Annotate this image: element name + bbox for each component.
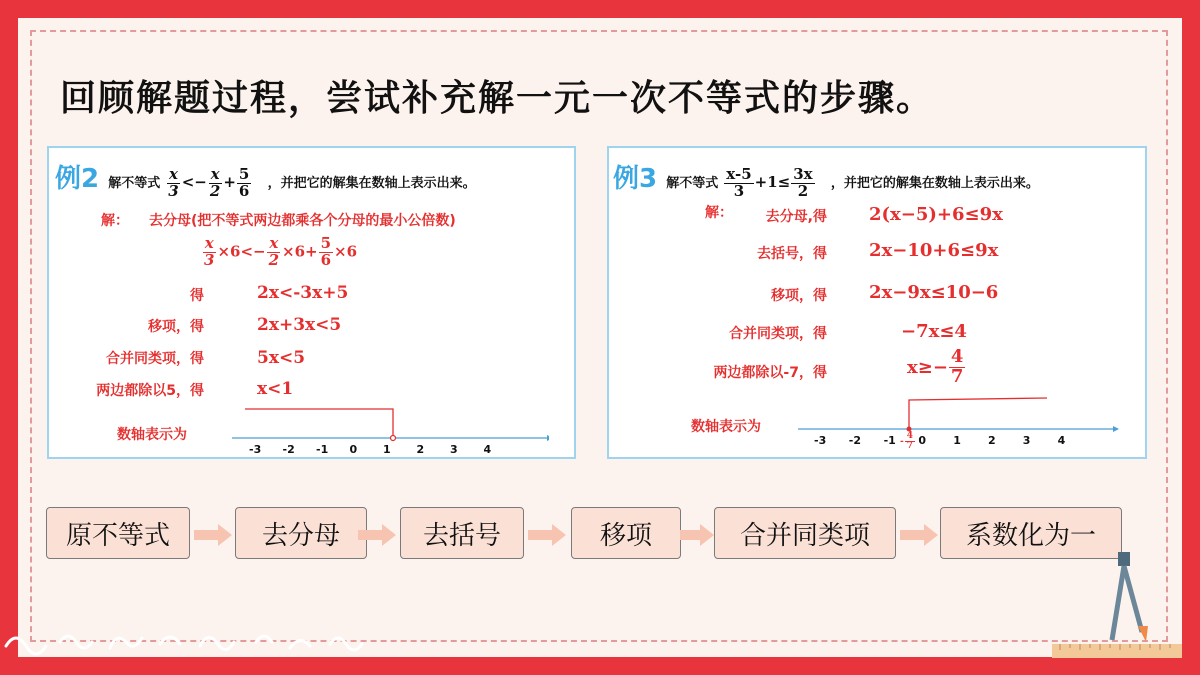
example3-step-expr: 2x−10+6≤9x: [869, 240, 999, 261]
example3-prompt-post: ，并把它的解集在数轴上表示出来。: [830, 176, 1039, 191]
axis-tick-label: 4: [1057, 434, 1066, 447]
open-circle-marker: [391, 436, 396, 441]
example2-solution-label: 解：: [101, 213, 129, 229]
fraction-denominator: 6: [320, 250, 332, 269]
flow-arrow-icon: [900, 524, 938, 546]
axis-tick-label: -3: [814, 434, 827, 447]
example2-number-line: [229, 403, 549, 443]
fraction-denominator: 2: [797, 181, 809, 200]
fraction-numerator: x: [210, 164, 220, 183]
solution-ray: [909, 398, 1047, 429]
example2-step1-text: 去分母(把不等式两边都乘各个分母的最小公倍数): [149, 213, 456, 229]
axis-tick-label: -2: [282, 443, 295, 456]
example3-problem: [723, 164, 821, 200]
example3-label: 例3: [613, 164, 658, 194]
axis-tick-label: 0: [918, 434, 927, 447]
fraction-numerator: 3x: [793, 164, 813, 183]
example3-solution-label: 解：: [705, 205, 733, 221]
fraction-denominator: 7: [906, 441, 914, 452]
fraction-numerator: x: [204, 234, 214, 252]
example3-step-label: 去分母,得: [765, 209, 827, 225]
example3-marker-label: [900, 432, 916, 452]
example3-step-label: 两边都除以-7，得: [713, 365, 827, 381]
fraction-numerator: 4: [950, 346, 964, 367]
axis-tick-label: -3: [249, 443, 262, 456]
example2-step-expr: 2x+3x<5: [257, 315, 342, 335]
flow-step-remove-denominators: 去分母: [235, 507, 367, 559]
flow-arrow-icon: [680, 524, 714, 546]
example2-step-label: 两边都除以5，得: [96, 383, 204, 399]
decorative-doodle-icon: [0, 612, 420, 662]
example2-step-expr: 5x<5: [257, 348, 306, 368]
expr-prefix: x≥−: [907, 356, 948, 378]
example2-step-expr: x<1: [257, 379, 294, 399]
operator: ×6+: [282, 242, 318, 261]
fraction-denominator: 3: [168, 181, 179, 200]
example3-step-label: 移项，得: [771, 288, 827, 304]
example2-label: 例2: [55, 164, 100, 194]
example2-step-expr: 2x<-3x+5: [257, 283, 349, 303]
example2-step1-expr: [201, 236, 357, 269]
flow-arrow-icon: [194, 524, 232, 546]
marker-sign: -: [900, 436, 904, 447]
example3-axis-label: 数轴表示为: [691, 419, 761, 435]
example2-step-label: 合并同类项，得: [106, 351, 204, 367]
compass-ruler-icon: [1050, 548, 1182, 658]
example3-prompt-pre: 解不等式: [666, 176, 719, 191]
fraction-numerator: 4: [906, 431, 914, 441]
fraction-numerator: x: [269, 234, 279, 252]
example3-panel: [607, 146, 1147, 459]
example2-step-label: 得: [190, 288, 204, 304]
example2-prompt-pre: 解不等式: [108, 176, 161, 191]
ruler-icon: [1052, 644, 1182, 658]
flow-step-coefficient-to-one: 系数化为一: [940, 507, 1122, 559]
flow-step-remove-brackets: 去括号: [400, 507, 524, 559]
axis-tick-label: 2: [988, 434, 996, 447]
example3-header: [613, 158, 1039, 199]
solution-ray: [245, 409, 393, 438]
axis-tick-label: 1: [383, 443, 391, 456]
operator: ×6<−: [217, 242, 266, 261]
example2-step-label: 移项，得: [148, 319, 204, 335]
operator: <−: [181, 173, 207, 191]
axis-tick-label: 2: [416, 443, 425, 456]
flow-arrow-icon: [528, 524, 566, 546]
axis-tick-label: 3: [450, 443, 458, 456]
flow-step-original-inequality: 原不等式: [46, 507, 190, 559]
axis-tick-label: -1: [883, 434, 896, 447]
example3-step-expr: 2(x−5)+6≤9x: [869, 204, 1003, 225]
axis-arrow: [1113, 426, 1119, 432]
fraction-denominator: 2: [268, 250, 280, 269]
flow-step-combine-like-terms: 合并同类项: [714, 507, 896, 559]
axis-tick-label: 1: [953, 434, 961, 447]
example3-last-step-expr: [907, 348, 966, 387]
fraction-numerator: x: [169, 164, 178, 183]
axis-tick-label: 4: [483, 443, 492, 456]
example3-step-expr: −7x≤4: [901, 321, 967, 342]
axis-tick-label: 3: [1022, 434, 1031, 447]
fraction-denominator: 6: [238, 181, 250, 200]
axis-tick-label: 0: [349, 443, 358, 456]
fraction-denominator: 2: [209, 181, 221, 200]
fraction-denominator: 7: [950, 365, 964, 387]
example3-number-line: [795, 392, 1125, 432]
example3-step-label: 去括号，得: [757, 246, 827, 262]
example2-header: [55, 158, 476, 199]
fraction-denominator: 3: [733, 181, 745, 200]
example2-axis-label: 数轴表示为: [117, 427, 187, 443]
fraction-denominator: 3: [204, 250, 215, 269]
example3-step-label: 合并同类项，得: [729, 326, 827, 342]
fraction-numerator: 5: [320, 234, 332, 252]
axis-arrow: [547, 435, 549, 441]
flow-step-transpose: 移项: [571, 507, 681, 559]
operator: ×6: [334, 242, 358, 261]
flow-arrow-icon: [358, 524, 396, 546]
fraction-numerator: 5: [238, 164, 250, 183]
axis-tick-label: -2: [848, 434, 862, 447]
example2-prompt-post: ，并把它的解集在数轴上表示出来。: [267, 176, 476, 191]
operator: +: [223, 173, 236, 191]
page-title: 回顾解题过程，尝试补充解一元一次不等式的步骤。: [60, 78, 935, 119]
fraction-numerator: x-5: [726, 164, 752, 183]
example2-panel: [47, 146, 576, 459]
example2-problem: [165, 164, 257, 200]
axis-tick-label: -1: [316, 443, 329, 456]
operator: +1≤: [754, 173, 791, 191]
example3-step-expr: 2x−9x≤10−6: [869, 282, 999, 303]
